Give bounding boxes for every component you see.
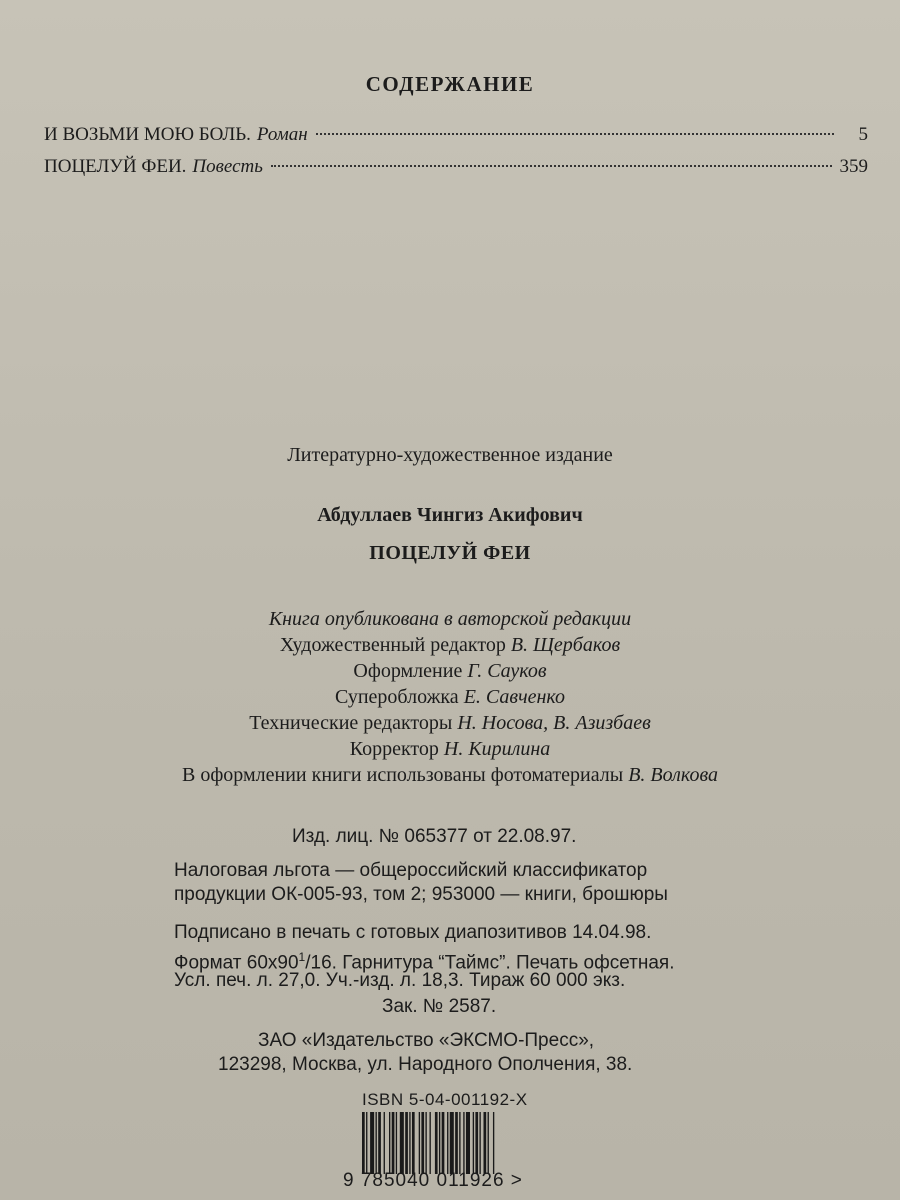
barcode-bar: [493, 1112, 494, 1174]
credit-name: В. Щербаков: [510, 634, 621, 656]
barcode-bar: [484, 1112, 487, 1174]
credit-line: [0, 684, 900, 710]
barcode-bar: [400, 1112, 404, 1174]
barcode-bar: [455, 1112, 458, 1174]
credit-label: Корректор: [349, 738, 439, 760]
isbn-label: ISBN 5-04-001192-X: [362, 1090, 528, 1109]
barcode-bar: [463, 1112, 464, 1174]
tax-line-2: продукции ОК-005-93, том 2; 953000 — книги, брошюры: [174, 884, 668, 905]
barcode-bar: [425, 1112, 426, 1174]
barcode-bar: [447, 1112, 448, 1174]
credit-name: В. Волкова: [628, 764, 718, 786]
barcode-bar: [366, 1112, 367, 1174]
signed-line: Подписано в печать с готовых диапозитивов 14.04.98.: [174, 922, 652, 943]
barcode-bar: [384, 1112, 385, 1174]
toc-entry-title: ПОЦЕЛУЙ ФЕИ.: [44, 156, 187, 177]
barcode-bar: [392, 1112, 395, 1174]
credit-name: Е. Савченко: [463, 686, 565, 708]
toc-title: СОДЕРЖАНИЕ: [365, 72, 535, 96]
toc-leader-dots: [316, 133, 834, 135]
toc-entry-title: И ВОЗЬМИ МОЮ БОЛЬ.: [44, 124, 251, 145]
format-text: Формат 60х90: [174, 952, 299, 974]
publisher-line-1: ЗАО «Издательство «ЭКСМО-Пресс»,: [258, 1030, 595, 1051]
barcode-bar: [409, 1112, 410, 1174]
credit-label: Художественный редактор: [279, 634, 506, 656]
credits-block: [0, 606, 900, 788]
barcode-bar: [479, 1112, 480, 1174]
barcode-bar: [412, 1112, 415, 1174]
format-fraction-den: /16: [305, 952, 332, 974]
credit-line: [0, 658, 900, 684]
book-title: ПОЦЕЛУЙ ФЕИ: [369, 542, 531, 564]
format-fraction-num: 1: [298, 950, 306, 964]
toc-entry-page: 5: [858, 124, 868, 145]
barcode-bar: [419, 1112, 420, 1174]
barcode-bar: [430, 1112, 431, 1174]
credit-label: В оформлении книги использованы фотоматериалы: [181, 764, 624, 786]
toc-entry: [44, 156, 868, 184]
credit-label: Суперобложка: [334, 686, 459, 708]
toc-entry-genre: Повесть: [192, 156, 263, 177]
barcode-bar: [378, 1112, 381, 1174]
license-line: Изд. лиц. № 065377 от 22.08.97.: [292, 826, 577, 847]
credit-name: Н. Кирилина: [443, 738, 551, 760]
author-name: Абдуллаев Чингиз Акифович: [317, 504, 583, 526]
barcode-bar: [475, 1112, 478, 1174]
toc-entry: [44, 124, 868, 152]
credit-line: [0, 632, 900, 658]
barcode-bar: [442, 1112, 445, 1174]
barcode-bar: [450, 1112, 454, 1174]
barcode-bar: [459, 1112, 460, 1174]
barcode-bar: [396, 1112, 397, 1174]
barcode-digits: 9 785040 011926 >: [343, 1170, 523, 1191]
tax-line-1: Налоговая льгота — общероссийский классификатор: [174, 860, 648, 881]
toc-leader-dots: [271, 165, 832, 167]
credit-name: Г. Сауков: [467, 660, 547, 682]
barcode-bar: [405, 1112, 408, 1174]
barcode-bar: [362, 1112, 365, 1174]
barcode-bar: [466, 1112, 470, 1174]
credit-label: Оформление: [353, 660, 463, 682]
order-line: Зак. № 2587.: [382, 996, 497, 1017]
barcode-bar: [488, 1112, 489, 1174]
credits-note: Книга опубликована в авторской редакции: [268, 608, 632, 630]
barcode-bar: [421, 1112, 424, 1174]
barcode-bar: [473, 1112, 474, 1174]
barcode-bar: [439, 1112, 440, 1174]
edition-type: Литературно-художественное издание: [287, 444, 613, 466]
credit-line: [0, 762, 900, 788]
barcode-bar: [376, 1112, 377, 1174]
credit-label: Технические редакторы: [249, 712, 453, 734]
volume-line: Усл. печ. л. 27,0. Уч.-изд. л. 18,3. Тираж 60 000 экз.: [174, 970, 626, 991]
barcode-bar: [435, 1112, 438, 1174]
barcode-graphic: [360, 1112, 552, 1174]
toc-entry-page: 359: [839, 156, 868, 177]
publisher-line-2: 123298, Москва, ул. Народного Ополчения, 38.: [218, 1054, 633, 1075]
barcode-bar: [389, 1112, 390, 1174]
toc-entry-genre: Роман: [256, 124, 308, 145]
format-details: . Гарнитура “Таймс”. Печать офсетная.: [331, 952, 675, 974]
credit-line: [0, 736, 900, 762]
credit-name: Н. Носова, В. Азизбаев: [457, 712, 651, 734]
credit-line: [0, 710, 900, 736]
barcode-bar: [370, 1112, 374, 1174]
